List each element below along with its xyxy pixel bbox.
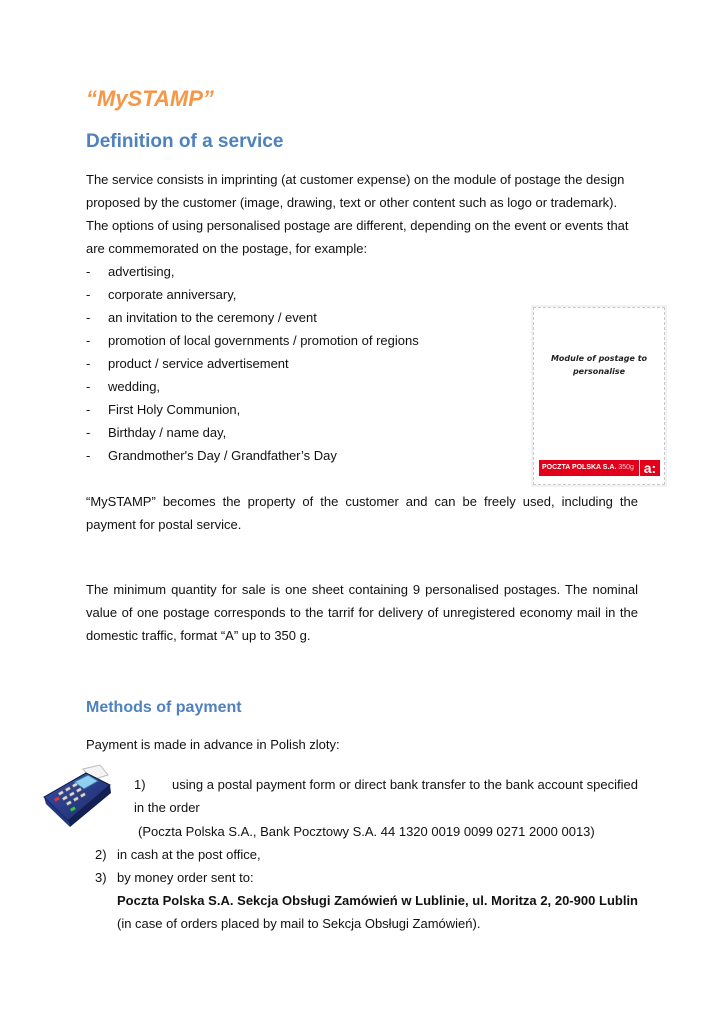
example-list — [86, 260, 419, 467]
stamp-caption: Module of postage to personalise — [550, 354, 648, 376]
list-item: - First Holy Communion, — [86, 398, 419, 421]
list-item: - corporate anniversary, — [86, 283, 419, 306]
property-paragraph: “MySTAMP” becomes the property of the customer and can be freely used, including the payment for postal service. — [86, 494, 638, 532]
payment-intro: Payment is made in advance in Polish zloty: — [86, 737, 340, 752]
option-text: in cash at the post office, — [117, 847, 261, 862]
bullet-marker: - — [86, 425, 91, 440]
section-heading-definition: Definition of a service — [86, 131, 284, 152]
payment-option-2 — [95, 843, 261, 866]
address-note: (in case of orders placed by mail to Sekcja Obsługi Zamówień). — [117, 916, 481, 931]
list-item: - Birthday / name day, — [86, 421, 419, 444]
list-item: - promotion of local governments / promotion of regions — [86, 329, 419, 352]
payment-option-3 — [95, 866, 254, 889]
list-item: - an invitation to the ceremony / event — [86, 306, 419, 329]
definition-intro: The service consists in imprinting (at customer expense) on the module of postage the design proposed by the customer (image, drawing, text or other content such as logo or trademark). The options of using personalised postage are different, depending on the event or events that are commemorated on the postage, for example: — [86, 172, 629, 256]
bullet-marker: - — [86, 356, 91, 371]
minimum-quantity-paragraph: The minimum quantity for sale is one sheet containing 9 personalised postages. The nominal value of one postage corresponds to the tarrif for delivery of unregistered economy mail in the domestic traffic, format “A” up to 350 g. — [86, 582, 638, 643]
option-number: 1) — [134, 777, 146, 792]
bullet-marker: - — [86, 402, 91, 417]
option-text: by money order sent to: — [117, 870, 254, 885]
bullet-marker: - — [86, 333, 91, 348]
section-heading-payment: Methods of payment — [86, 699, 242, 716]
bank-account-details: (Poczta Polska S.A., Bank Pocztowy S.A. 44 1320 0019 0099 0271 2000 0013) — [138, 824, 595, 839]
postage-stamp-module — [533, 307, 665, 485]
card-payment-terminal-icon — [38, 763, 116, 831]
payment-option-1 — [134, 773, 638, 819]
stamp-brand: POCZTA POLSKA S.A. — [542, 464, 617, 471]
list-item: - product / service advertisement — [86, 352, 419, 375]
stamp-brand-bar — [539, 460, 639, 476]
bullet-marker: - — [86, 264, 91, 279]
option-number: 2) — [95, 847, 107, 862]
bullet-marker: - — [86, 287, 91, 302]
list-item: - Grandmother's Day / Grandfather’s Day — [86, 444, 419, 467]
list-item: - advertising, — [86, 260, 419, 283]
stamp-weight: 350g — [618, 464, 634, 471]
address-bold: Poczta Polska S.A. Sekcja Obsługi Zamówień w Lublinie, ul. Moritza 2, 20-900 Lublin — [117, 893, 638, 908]
money-order-address — [117, 889, 638, 935]
bullet-marker: - — [86, 448, 91, 463]
document-title: “MySTAMP” — [86, 86, 214, 111]
poczta-logo-icon: a: — [640, 460, 660, 476]
bullet-marker: - — [86, 310, 91, 325]
list-item: - wedding, — [86, 375, 419, 398]
option-number: 3) — [95, 870, 107, 885]
bullet-marker: - — [86, 379, 91, 394]
option-text: using a postal payment form or direct bank transfer to the bank account specified in the order — [134, 777, 638, 815]
